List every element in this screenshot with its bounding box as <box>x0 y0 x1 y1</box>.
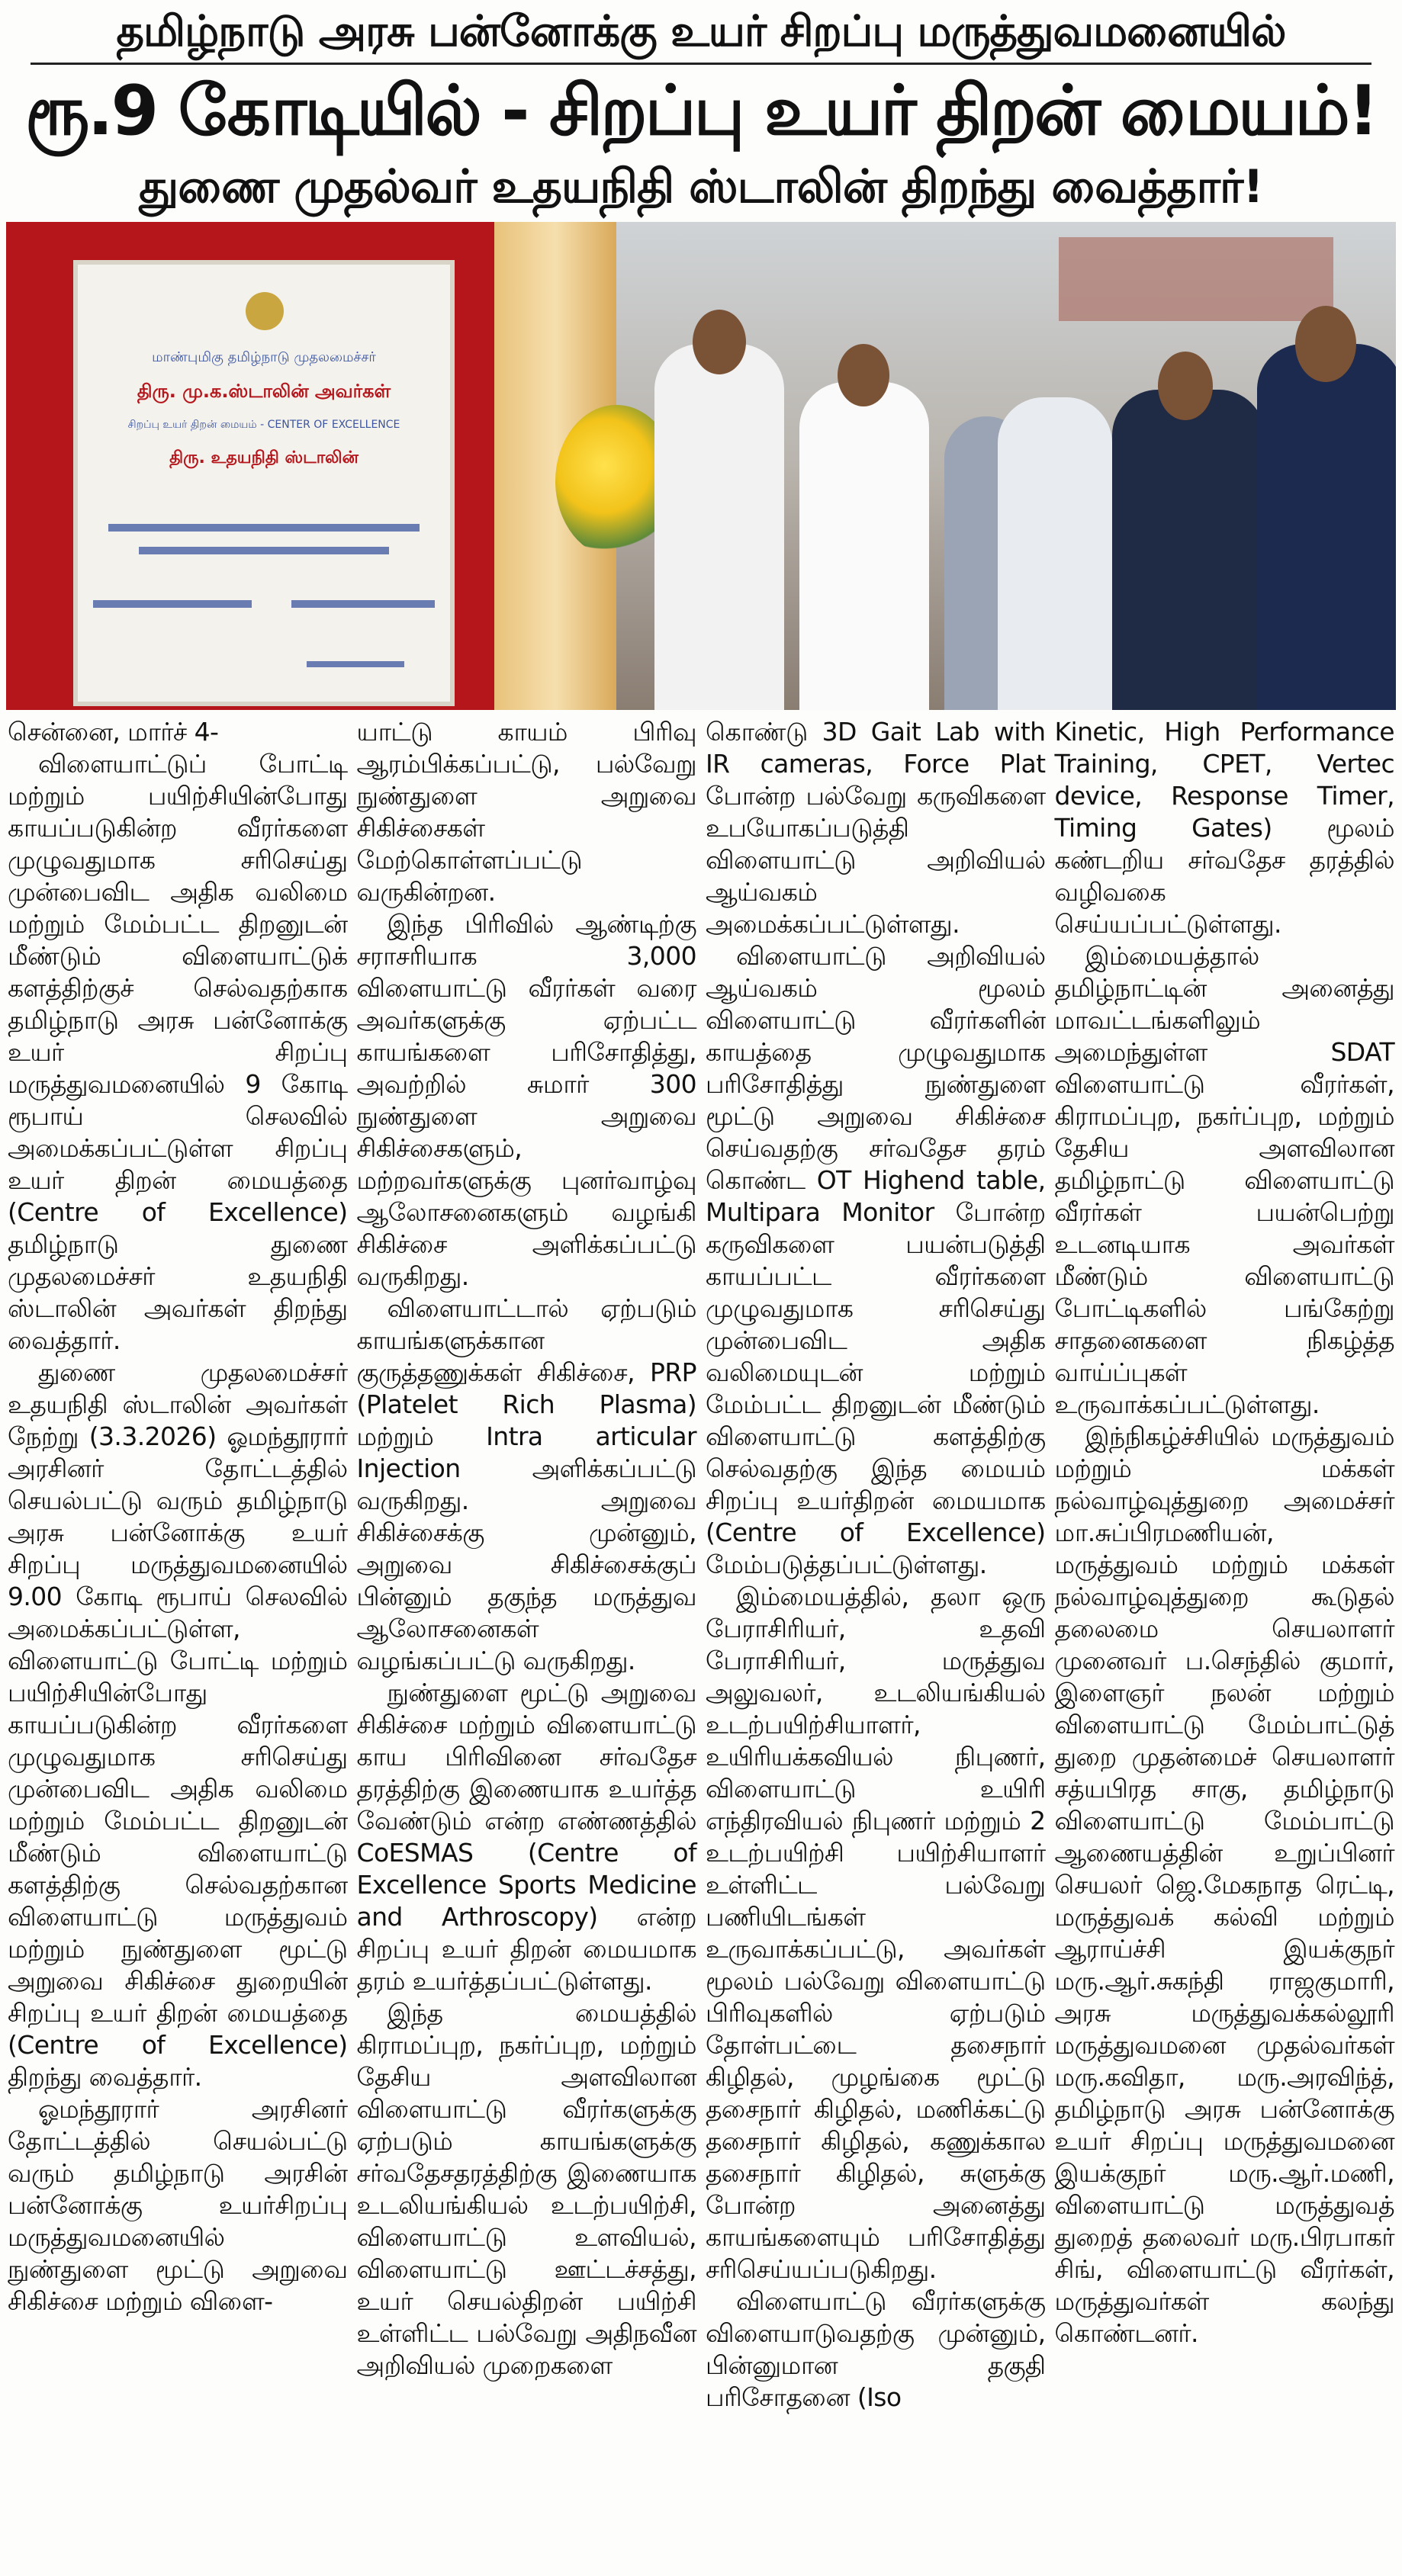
article-paragraph: யாட்டு காயம் பிரிவு ஆரம்பிக்கப்பட்டு, பல்வேறு நுண்துளை அறுவை சிகிச்சைகள் மேற்கொள்ளப்பட்டு வருகின்றன. <box>356 717 696 907</box>
article-paragraph: இந்த மையத்தில் கிராமப்புற, நகர்ப்புற, மற்றும் தேசிய அளவிலான விளையாட்டு வீரர்களுக்கு ஏற்படும் காயங்களுக்கு சர்வதேசதரத்திற்கு இணையாக உடலியங்கியல் உடற்பயிற்சி, விளையாட்டு உளவியல், விளையாட்டு ஊட்டச்சத்து, உயர் செயல்திறன் பயிற்சி உள்ளிட்ட பல்வேறு அதிநவீன அறிவியல் முறைகளை <box>356 1998 696 2380</box>
article-paragraph: ஓமந்தூரார் அரசினர் தோட்டத்தில் செயல்பட்டு வரும் தமிழ்நாடு அரசின் பன்னோக்கு உயர்சிறப்பு மருத்துவமனையில் நுண்துளை மூட்டு அறுவை சிகிச்சை மற்றும் விளை- <box>8 2094 348 2316</box>
emblem-icon <box>246 292 284 330</box>
person <box>998 397 1112 710</box>
article-paragraph: இம்மையத்தில், தலா ஒரு பேராசிரியர், உதவி பேராசிரியர், மருத்துவ அலுவலர், உடலியங்கியல் உடற்பயிற்சியாளர், உயிரியக்கவியல் நிபுணர், விளையாட்டு உயிரி எந்திரவியல் நிபுணர் மற்றும் 2 உடற்பயிற்சி பயிற்சியாளர் உள்ளிட்ட பல்வேறு பணியிடங்கள் உருவாக்கப்பட்டு, அவர்கள் மூலம் பல்வேறு விளையாட்டு பிரிவுகளில் ஏற்படும் தோள்பட்டை தசைநார் கிழிதல், முழங்கை மூட்டு தசைநார் கிழிதல், மணிக்கட்டு தசைநார் கிழிதல், கணுக்கால தசைநார் கிழிதல், சுளுக்கு போன்ற அனைத்து காயங்களையும் பரிசோதித்து சரிசெய்யப்படுகிறது. <box>706 1582 1046 2284</box>
article-column-2 <box>357 716 697 2382</box>
headline-sub: துணை முதல்வர் உதயநிதி ஸ்டாலின் திறந்து வைத்தார்! <box>139 160 1263 214</box>
article-paragraph: துணை முதலமைச்சர் உதயநிதி ஸ்டாலின் அவர்கள் நேற்று (3.3.2026) ஓமந்தூரார் அரசினர் தோட்டத்தில் செயல்பட்டு வரும் தமிழ்நாடு அரசு பன்னோக்கு உயர் சிறப்பு மருத்துவமனையில் 9.00 கோடி ரூபாய் செலவில் அமைக்கப்பட்டுள்ள, விளையாட்டு போட்டி மற்றும் பயிற்சியின்போது காயப்படுகின்ற வீரர்களை முழுவதுமாக சரிசெய்து முன்பைவிட அதிக வலிமை மற்றும் மேம்பட்ட திறனுடன் மீண்டும் விளையாட்டு களத்திற்கு செல்வதற்கான விளையாட்டு மருத்துவம் மற்றும் நுண்துளை மூட்டு அறுவை சிகிச்சை துறையின் சிறப்பு உயர் திறன் மையத்தை (Centre of Excellence) திறந்து வைத்தார். <box>8 1357 348 2092</box>
news-photo <box>6 222 1396 710</box>
plaque-line: மாண்புமிகு தமிழ்நாடு முதலமைச்சர் <box>152 349 376 365</box>
article-paragraph: இம்மையத்தால் தமிழ்நாட்டின் அனைத்து மாவட்டங்களிலும் அமைந்துள்ள SDAT விளையாட்டு வீரர்கள், கிராமப்புற, நகர்ப்புற, மற்றும் தேசிய அளவிலான தமிழ்நாட்டு விளையாட்டு வீரர்கள் பயன்பெற்று உடனடியாக அவர்கள் மீண்டும் விளையாட்டு போட்டிகளில் பங்கேற்று சாதனைகளை நிகழ்த்த வாய்ப்புகள் உருவாக்கப்பட்டுள்ளது. <box>1054 941 1394 1419</box>
article-paragraph: விளையாட்டு வீரர்களுக்கு விளையாடுவதற்கு முன்னும், பின்னுமான தகுதி பரிசோதனை (Iso <box>706 2286 1046 2412</box>
article-column-4 <box>1055 716 1395 2350</box>
plaque-line: திரு. மு.க.ஸ்டாலின் அவர்கள் <box>137 381 391 402</box>
photo-crowd-balcony <box>1059 237 1333 321</box>
article-column-1 <box>8 716 348 2317</box>
article-body <box>0 710 1402 2414</box>
article-paragraph: நுண்துளை மூட்டு அறுவை சிகிச்சை மற்றும் விளையாட்டு காய பிரிவினை சர்வதேச தரத்திற்கு இணையாக உயர்த்த வேண்டும் என்ற எண்ணத்தில் CoESMAS (Centre of Excellence Sports Medicine and Arthroscopy) என்ற சிறப்பு உயர் திறன் மையமாக தரம் உயர்த்தப்பட்டுள்ளது. <box>356 1678 696 1996</box>
article-paragraph: விளையாட்டு அறிவியல் ஆய்வகம் மூலம் விளையாட்டு வீரர்களின் காயத்தை முழுவதுமாக பரிசோதித்து நுண்துளை மூட்டு அறுவை சிகிச்சை செய்வதற்கு சர்வதேச தரம் கொண்ட OT Highend table, Multipara Monitor போன்ற கருவிகளை பயன்படுத்தி காயப்பட்ட வீரர்களை முழுவதுமாக சரிசெய்து முன்பைவிட அதிக வலிமையுடன் மற்றும் மேம்பட்ட திறனுடன் மீண்டும் விளையாட்டு களத்திற்கு செல்வதற்கு இந்த மையம் சிறப்பு உயர்திறன் மையமாக (Centre of Excellence) மேம்படுத்தப்பட்டுள்ளது. <box>706 941 1046 1579</box>
person <box>1112 390 1265 710</box>
plaque-line: திரு. உதயநிதி ஸ்டாலின் <box>169 448 359 467</box>
article-paragraph: விளையாட்டுப் போட்டி மற்றும் பயிற்சியின்போது காயப்படுகின்ற வீரர்களை முழுவதுமாக சரிசெய்து முன்பைவிட அதிக வலிமை மற்றும் மேம்பட்ட திறனுடன் மீண்டும் விளையாட்டுக் களத்திற்குச் செல்வதற்காக தமிழ்நாடு அரசு பன்னோக்கு உயர் சிறப்பு மருத்துவமனையில் 9 கோடி ரூபாய் செலவில் அமைக்கப்பட்டுள்ள சிறப்பு உயர் திறன் மையத்தை (Centre of Excellence) தமிழ்நாடு துணை முதலமைச்சர் உதயநிதி ஸ்டாலின் அவர்கள் திறந்து வைத்தார். <box>8 749 348 1355</box>
headline-main: ரூ.9 கோடியில் - சிறப்பு உயர் திறன் மையம்! <box>25 71 1377 151</box>
inauguration-plaque <box>73 260 455 706</box>
article-paragraph: விளையாட்டால் ஏற்படும் காயங்களுக்கான குருத்தணுக்கள் சிகிச்சை, PRP (Platelet Rich Plasma) மற்றும் Intra articular Injection அளிக்கப்பட்டு வருகிறது. அறுவை சிகிச்சைக்கு முன்னும், அறுவை சிகிச்சைக்குப் பின்னும் தகுந்த மருத்துவ ஆலோசனைகள் வழங்கப்பட்டு வருகிறது. <box>356 1293 696 1675</box>
article-paragraph: கொண்டு 3D Gait Lab with IR cameras, Force Plat போன்ற பல்வேறு கருவிகளை உபயோகப்படுத்தி விளையாட்டு அறிவியல் ஆய்வகம் அமைக்கப்பட்டுள்ளது. <box>706 717 1046 939</box>
article-paragraph: இந்த பிரிவில் ஆண்டிற்கு சராசரியாக 3,000 விளையாட்டு வீரர்கள் வரை அவர்களுக்கு ஏற்பட்ட காயங்களை பரிசோதித்து, அவற்றில் சுமார் 300 நுண்துளை அறுவை சிகிச்சைகளும், மற்றவர்களுக்கு புனர்வாழ்வு ஆலோசனைகளும் வழங்கி சிகிச்சை அளிக்கப்பட்டு வருகிறது. <box>356 909 696 1291</box>
person <box>1257 344 1396 710</box>
article-paragraph: Kinetic, High Performance Training, CPET, Vertec device, Response Timer, Timing Gates) மூலம் கண்டறிய சர்வதேச தரத்தில் வழிவகை செய்யப்பட்டுள்ளது. <box>1054 717 1394 939</box>
person <box>654 344 784 710</box>
article-paragraph: இந்நிகழ்ச்சியில் மருத்துவம் மற்றும் மக்கள் நல்வாழ்வுத்துறை அமைச்சர் மா.சுப்பிரமணியன், மருத்துவம் மற்றும் மக்கள் நல்வாழ்வுத்துறை கூடுதல் தலைமை செயலாளர் முனைவர் ப.செந்தில் குமார், இளைஞர் நலன் மற்றும் விளையாட்டு மேம்பாட்டுத் துறை முதன்மைச் செயலாளர் சத்யபிரத சாகு, தமிழ்நாடு விளையாட்டு மேம்பாட்டு ஆணையத்தின் உறுப்பினர் செயலர் ஜெ.மேகநாத ரெட்டி, மருத்துவக் கல்வி மற்றும் ஆராய்ச்சி இயக்குநர் மரு.ஆர்.சுகந்தி ராஜகுமாரி, அரசு மருத்துவக்கல்லூரி மருத்துவமனை முதல்வர்கள் மரு.கவிதா, மரு.அரவிந்த், தமிழ்நாடு அரசு பன்னோக்கு உயர் சிறப்பு மருத்துவமனை இயக்குநர் மரு.ஆர்.மணி, விளையாட்டு மருத்துவத் துறைத் தலைவர் மரு.பிரபாகர் சிங், விளையாட்டு வீரர்கள், மருத்துவர்கள் கலந்து கொண்டனர். <box>1054 1421 1394 2348</box>
dateline: சென்னை, மார்ச் 4- <box>8 717 219 747</box>
headline-kicker: தமிழ்நாடு அரசு பன்னோக்கு உயர் சிறப்பு மருத்துவமனையில் <box>116 7 1286 56</box>
plaque-line: சிறப்பு உயர் திறன் மையம் - CENTER OF EXCELLENCE <box>127 419 400 431</box>
masthead <box>0 0 1402 216</box>
person <box>799 382 929 710</box>
article-column-3 <box>706 716 1046 2414</box>
headline-divider <box>31 63 1371 65</box>
